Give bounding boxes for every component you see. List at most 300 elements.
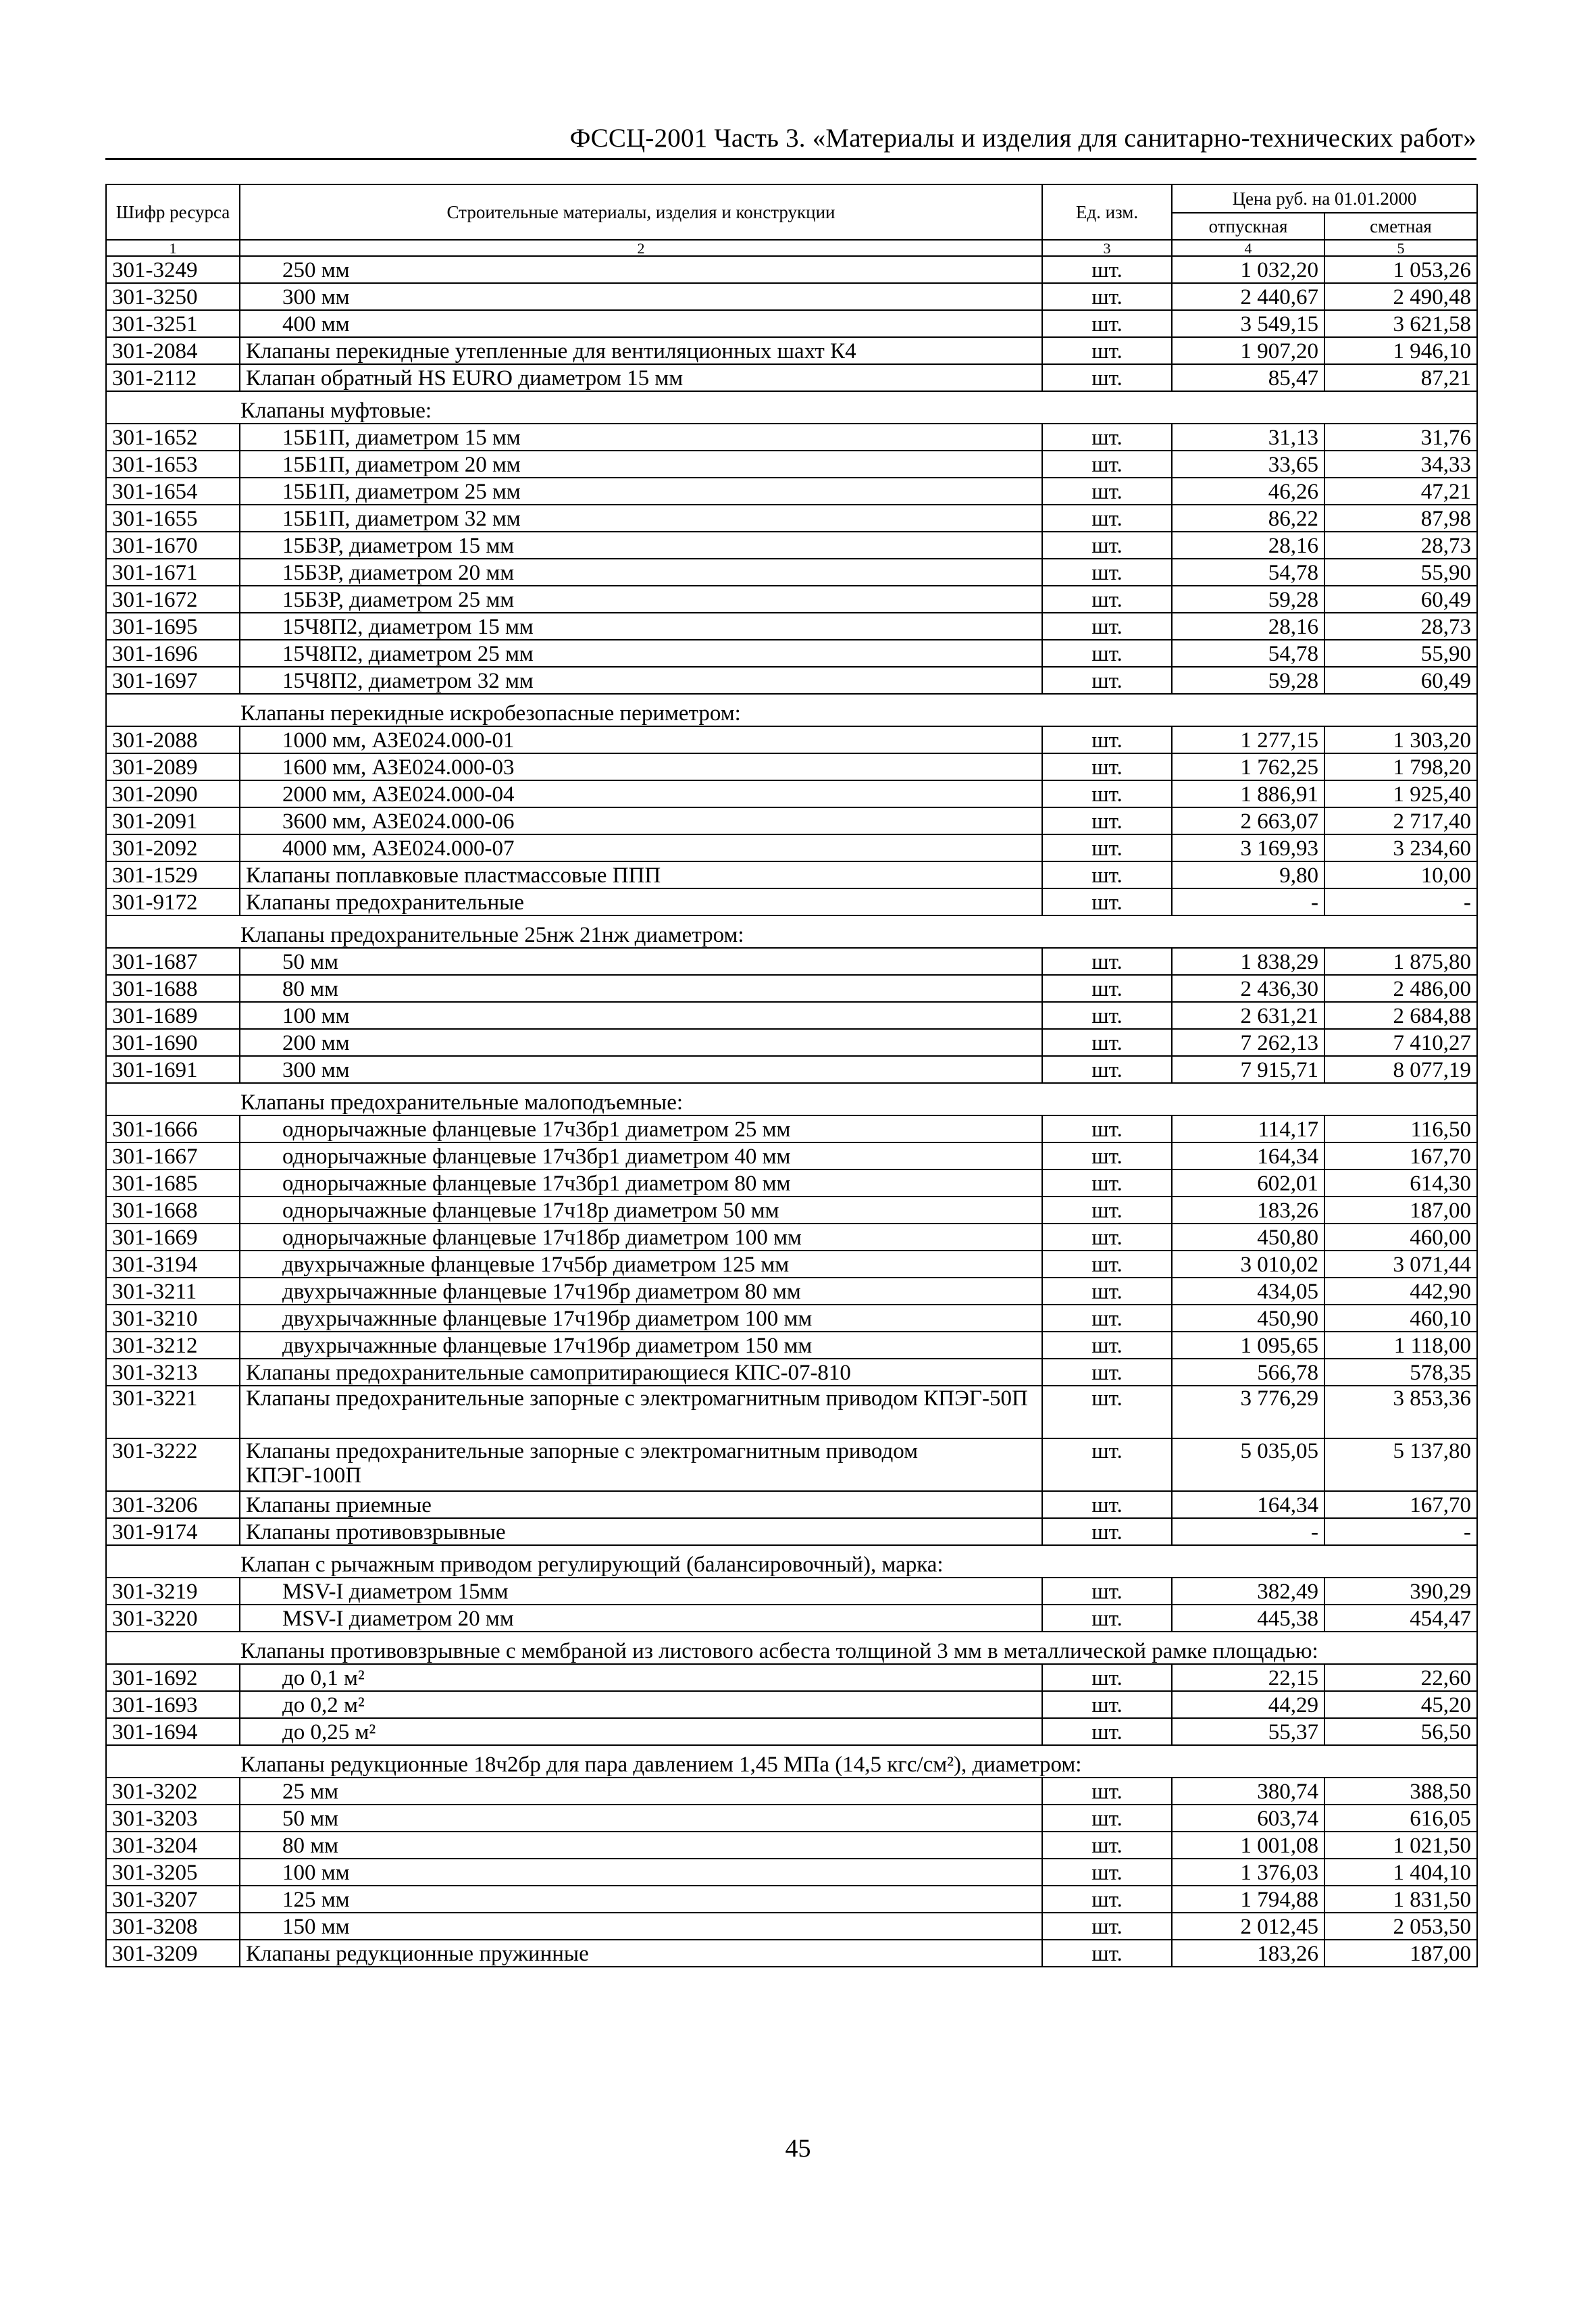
resource-code: 301-2091	[106, 807, 240, 834]
section-title: Клапаны противовзрывные с мембраной из листового асбеста толщиной 3 мм в металлической рамке площадью:	[106, 1632, 1477, 1664]
price-estimate: 1 831,50	[1324, 1886, 1477, 1913]
price-estimate: 28,73	[1324, 532, 1477, 559]
section-title: Клапан с рычажным приводом регулирующий (балансировочный), марка:	[106, 1545, 1477, 1578]
resource-code: 301-1652	[106, 424, 240, 451]
unit-cell: шт.	[1042, 613, 1172, 640]
price-release: 114,17	[1172, 1115, 1324, 1142]
table-row	[106, 1197, 1477, 1224]
price-estimate: 45,20	[1324, 1691, 1477, 1718]
item-name: Клапаны приемные	[240, 1491, 1042, 1518]
resource-code: 301-3213	[106, 1359, 240, 1386]
item-name: 1600 мм, АЗЕ024.000-03	[240, 753, 1042, 780]
table-row	[106, 1940, 1477, 1967]
item-name: 50 мм	[240, 948, 1042, 975]
item-name: однорычажные фланцевые 17ч18бр диаметром 100 мм	[240, 1224, 1042, 1251]
price-estimate: 1 875,80	[1324, 948, 1477, 975]
item-name: 4000 мм, АЗЕ024.000-07	[240, 834, 1042, 861]
price-estimate: 1 946,10	[1324, 337, 1477, 364]
price-release: 1 886,91	[1172, 780, 1324, 807]
table-row	[106, 1056, 1477, 1083]
price-estimate: 56,50	[1324, 1718, 1477, 1745]
price-estimate: 616,05	[1324, 1805, 1477, 1832]
table-row	[106, 1251, 1477, 1278]
price-estimate: -	[1324, 888, 1477, 915]
section-row	[106, 915, 1477, 948]
price-release: 22,15	[1172, 1664, 1324, 1691]
resource-code: 301-3221	[106, 1386, 240, 1438]
price-release: 1 762,25	[1172, 753, 1324, 780]
unit-cell: шт.	[1042, 337, 1172, 364]
table-row	[106, 726, 1477, 753]
price-estimate: 22,60	[1324, 1664, 1477, 1691]
price-estimate: 578,35	[1324, 1359, 1477, 1386]
unit-cell: шт.	[1042, 1386, 1172, 1438]
table-row	[106, 337, 1477, 364]
resource-code: 301-9172	[106, 888, 240, 915]
price-estimate: 7 410,27	[1324, 1029, 1477, 1056]
price-release: 1 376,03	[1172, 1859, 1324, 1886]
item-name: до 0,1 м²	[240, 1664, 1042, 1691]
item-name: двухрычажные фланцевые 17ч5бр диаметром 125 мм	[240, 1251, 1042, 1278]
resource-code: 301-1689	[106, 1002, 240, 1029]
section-title: Клапаны предохранительные 25нж 21нж диаметром:	[106, 915, 1477, 948]
section-row	[106, 1083, 1477, 1115]
unit-cell: шт.	[1042, 1859, 1172, 1886]
price-estimate: 442,90	[1324, 1278, 1477, 1305]
price-estimate: 47,21	[1324, 478, 1477, 505]
resource-code: 301-1690	[106, 1029, 240, 1056]
unit-cell: шт.	[1042, 726, 1172, 753]
resource-code: 301-1691	[106, 1056, 240, 1083]
table-row	[106, 586, 1477, 613]
unit-cell: шт.	[1042, 1778, 1172, 1805]
unit-cell: шт.	[1042, 424, 1172, 451]
unit-cell: шт.	[1042, 1691, 1172, 1718]
column-number: 5	[1324, 240, 1477, 256]
resource-code: 301-1695	[106, 613, 240, 640]
item-name: 125 мм	[240, 1886, 1042, 1913]
table-row	[106, 1002, 1477, 1029]
item-name: MSV-I диаметром 20 мм	[240, 1605, 1042, 1632]
resource-code: 301-9174	[106, 1518, 240, 1545]
section-title: Клапаны муфтовые:	[106, 391, 1477, 424]
resource-code: 301-3222	[106, 1438, 240, 1491]
table-row	[106, 1438, 1477, 1491]
price-estimate: 3 234,60	[1324, 834, 1477, 861]
unit-cell: шт.	[1042, 364, 1172, 391]
price-estimate: 167,70	[1324, 1491, 1477, 1518]
resource-code: 301-3220	[106, 1605, 240, 1632]
unit-cell: шт.	[1042, 1142, 1172, 1169]
table-row	[106, 1605, 1477, 1632]
item-name: MSV-I диаметром 15мм	[240, 1578, 1042, 1605]
table-row	[106, 780, 1477, 807]
price-estimate: 2 684,88	[1324, 1002, 1477, 1029]
price-estimate: 3 621,58	[1324, 310, 1477, 337]
price-release: -	[1172, 1518, 1324, 1545]
resource-code: 301-3211	[106, 1278, 240, 1305]
table-row	[106, 532, 1477, 559]
price-release: 2 436,30	[1172, 975, 1324, 1002]
unit-cell: шт.	[1042, 888, 1172, 915]
price-estimate: 87,21	[1324, 364, 1477, 391]
price-table	[105, 184, 1478, 1967]
price-release: 602,01	[1172, 1169, 1324, 1197]
unit-cell: шт.	[1042, 586, 1172, 613]
unit-cell: шт.	[1042, 975, 1172, 1002]
price-estimate: 3 853,36	[1324, 1386, 1477, 1438]
table-row	[106, 283, 1477, 310]
table-row	[106, 1332, 1477, 1359]
price-estimate: 187,00	[1324, 1197, 1477, 1224]
item-name: 150 мм	[240, 1913, 1042, 1940]
item-name: 200 мм	[240, 1029, 1042, 1056]
table-row	[106, 613, 1477, 640]
section-title: Клапаны перекидные искробезопасные периметром:	[106, 694, 1477, 726]
price-estimate: 60,49	[1324, 586, 1477, 613]
price-estimate: 2 053,50	[1324, 1913, 1477, 1940]
resource-code: 301-1694	[106, 1718, 240, 1745]
unit-cell: шт.	[1042, 1169, 1172, 1197]
header-unit: Ед. изм.	[1042, 184, 1172, 240]
unit-cell: шт.	[1042, 256, 1172, 283]
resource-code: 301-2092	[106, 834, 240, 861]
table-row	[106, 1664, 1477, 1691]
resource-code: 301-3202	[106, 1778, 240, 1805]
table-row	[106, 1029, 1477, 1056]
item-name: Клапаны перекидные утепленные для вентиляционных шахт К4	[240, 337, 1042, 364]
table-row	[106, 1169, 1477, 1197]
item-name: двухрычажнные фланцевые 17ч19бр диаметром 150 мм	[240, 1332, 1042, 1359]
price-estimate: 34,33	[1324, 451, 1477, 478]
resource-code: 301-3251	[106, 310, 240, 337]
resource-code: 301-1671	[106, 559, 240, 586]
item-name: 15Ч8П2, диаметром 32 мм	[240, 667, 1042, 694]
resource-code: 301-3249	[106, 256, 240, 283]
price-release: 3 010,02	[1172, 1251, 1324, 1278]
resource-code: 301-3219	[106, 1578, 240, 1605]
unit-cell: шт.	[1042, 1491, 1172, 1518]
column-number: 4	[1172, 240, 1324, 256]
price-release: 1 095,65	[1172, 1332, 1324, 1359]
item-name: двухрычажнные фланцевые 17ч19бр диаметром 80 мм	[240, 1278, 1042, 1305]
resource-code: 301-1669	[106, 1224, 240, 1251]
item-name: Клапаны редукционные пружинные	[240, 1940, 1042, 1967]
price-release: 31,13	[1172, 424, 1324, 451]
resource-code: 301-2112	[106, 364, 240, 391]
table-row	[106, 1691, 1477, 1718]
table-row	[106, 256, 1477, 283]
table-row	[106, 975, 1477, 1002]
resource-code: 301-3250	[106, 283, 240, 310]
price-release: -	[1172, 888, 1324, 915]
resource-code: 301-1685	[106, 1169, 240, 1197]
item-name: 100 мм	[240, 1859, 1042, 1886]
price-release: 183,26	[1172, 1940, 1324, 1967]
resource-code: 301-1687	[106, 948, 240, 975]
column-number: 1	[106, 240, 240, 256]
price-estimate: 1 925,40	[1324, 780, 1477, 807]
price-estimate: -	[1324, 1518, 1477, 1545]
resource-code: 301-1672	[106, 586, 240, 613]
price-estimate: 460,10	[1324, 1305, 1477, 1332]
price-release: 164,34	[1172, 1491, 1324, 1518]
table-row	[106, 1832, 1477, 1859]
item-name: 400 мм	[240, 310, 1042, 337]
table-row	[106, 505, 1477, 532]
table-row	[106, 1913, 1477, 1940]
item-name: Клапан обратный HS EURO диаметром 15 мм	[240, 364, 1042, 391]
item-name: 300 мм	[240, 283, 1042, 310]
item-name: 3600 мм, АЗЕ024.000-06	[240, 807, 1042, 834]
section-row	[106, 1745, 1477, 1778]
table-row	[106, 640, 1477, 667]
unit-cell: шт.	[1042, 1029, 1172, 1056]
resource-code: 301-2084	[106, 337, 240, 364]
resource-code: 301-1654	[106, 478, 240, 505]
resource-code: 301-3204	[106, 1832, 240, 1859]
resource-code: 301-1696	[106, 640, 240, 667]
price-estimate: 28,73	[1324, 613, 1477, 640]
resource-code: 301-2088	[106, 726, 240, 753]
unit-cell: шт.	[1042, 283, 1172, 310]
page-number: 45	[785, 2134, 811, 2163]
resource-code: 301-3203	[106, 1805, 240, 1832]
resource-code: 301-1666	[106, 1115, 240, 1142]
table-row	[106, 364, 1477, 391]
price-release: 3 169,93	[1172, 834, 1324, 861]
table-row	[106, 1859, 1477, 1886]
item-name: 15Ч8П2, диаметром 15 мм	[240, 613, 1042, 640]
item-name: Клапаны предохранительные запорные с электромагнитным приводом КПЭГ-50П	[240, 1386, 1042, 1438]
header-code: Шифр ресурса	[106, 184, 240, 240]
item-name: однорычажные фланцевые 17ч3бр1 диаметром 80 мм	[240, 1169, 1042, 1197]
price-release: 603,74	[1172, 1805, 1324, 1832]
table-row	[106, 451, 1477, 478]
price-release: 450,80	[1172, 1224, 1324, 1251]
unit-cell: шт.	[1042, 559, 1172, 586]
resource-code: 301-1668	[106, 1197, 240, 1224]
header-rule	[105, 158, 1476, 160]
price-release: 1 277,15	[1172, 726, 1324, 753]
price-release: 1 001,08	[1172, 1832, 1324, 1859]
unit-cell: шт.	[1042, 834, 1172, 861]
table-row	[106, 1224, 1477, 1251]
item-name: однорычажные фланцевые 17ч3бр1 диаметром 40 мм	[240, 1142, 1042, 1169]
price-release: 1 838,29	[1172, 948, 1324, 975]
item-name: 80 мм	[240, 1832, 1042, 1859]
resource-code: 301-1697	[106, 667, 240, 694]
table-row	[106, 1278, 1477, 1305]
table-row	[106, 667, 1477, 694]
unit-cell: шт.	[1042, 505, 1172, 532]
unit-cell: шт.	[1042, 1332, 1172, 1359]
unit-cell: шт.	[1042, 478, 1172, 505]
table-body	[106, 256, 1477, 1967]
price-release: 2 663,07	[1172, 807, 1324, 834]
table-row	[106, 310, 1477, 337]
price-estimate: 116,50	[1324, 1115, 1477, 1142]
unit-cell: шт.	[1042, 1224, 1172, 1251]
price-release: 1 907,20	[1172, 337, 1324, 364]
price-release: 380,74	[1172, 1778, 1324, 1805]
page-header-title: ФССЦ-2001 Часть 3. «Материалы и изделия для санитарно-технических работ»	[569, 124, 1476, 153]
section-row	[106, 1545, 1477, 1578]
item-name: 300 мм	[240, 1056, 1042, 1083]
unit-cell: шт.	[1042, 640, 1172, 667]
item-name: однорычажные фланцевые 17ч3бр1 диаметром 25 мм	[240, 1115, 1042, 1142]
price-estimate: 1 053,26	[1324, 256, 1477, 283]
section-row	[106, 1632, 1477, 1664]
price-release: 7 915,71	[1172, 1056, 1324, 1083]
price-release: 566,78	[1172, 1359, 1324, 1386]
price-release: 450,90	[1172, 1305, 1324, 1332]
table-row	[106, 559, 1477, 586]
price-estimate: 1 798,20	[1324, 753, 1477, 780]
resource-code: 301-1655	[106, 505, 240, 532]
resource-code: 301-3209	[106, 1940, 240, 1967]
column-number: 2	[240, 240, 1042, 256]
price-release: 3 776,29	[1172, 1386, 1324, 1438]
unit-cell: шт.	[1042, 1278, 1172, 1305]
price-release: 2 631,21	[1172, 1002, 1324, 1029]
price-estimate: 187,00	[1324, 1940, 1477, 1967]
resource-code: 301-2090	[106, 780, 240, 807]
table-row	[106, 948, 1477, 975]
section-title: Клапаны предохранительные малоподъемные:	[106, 1083, 1477, 1115]
table-row	[106, 1386, 1477, 1438]
price-release: 28,16	[1172, 613, 1324, 640]
price-release: 85,47	[1172, 364, 1324, 391]
item-name: Клапаны предохранительные запорные с электромагнитным приводом КПЭГ-100П	[240, 1438, 1042, 1491]
table-row	[106, 807, 1477, 834]
price-release: 434,05	[1172, 1278, 1324, 1305]
item-name: Клапаны предохранительные	[240, 888, 1042, 915]
item-name: 15Ч8П2, диаметром 25 мм	[240, 640, 1042, 667]
resource-code: 301-1693	[106, 1691, 240, 1718]
table-row	[106, 1115, 1477, 1142]
table-row	[106, 1886, 1477, 1913]
unit-cell: шт.	[1042, 1578, 1172, 1605]
item-name: 80 мм	[240, 975, 1042, 1002]
item-name: двухрычажнные фланцевые 17ч19бр диаметром 100 мм	[240, 1305, 1042, 1332]
table-row	[106, 1305, 1477, 1332]
price-estimate: 87,98	[1324, 505, 1477, 532]
price-estimate: 1 021,50	[1324, 1832, 1477, 1859]
unit-cell: шт.	[1042, 1197, 1172, 1224]
table-row	[106, 1718, 1477, 1745]
item-name: Клапаны поплавковые пластмассовые ППП	[240, 861, 1042, 888]
item-name: до 0,2 м²	[240, 1691, 1042, 1718]
unit-cell: шт.	[1042, 1718, 1172, 1745]
item-name: 15Б3Р, диаметром 20 мм	[240, 559, 1042, 586]
price-release: 9,80	[1172, 861, 1324, 888]
price-estimate: 60,49	[1324, 667, 1477, 694]
price-release: 5 035,05	[1172, 1438, 1324, 1491]
price-estimate: 5 137,80	[1324, 1438, 1477, 1491]
unit-cell: шт.	[1042, 1438, 1172, 1491]
price-estimate: 2 486,00	[1324, 975, 1477, 1002]
price-release: 2 440,67	[1172, 283, 1324, 310]
price-release: 183,26	[1172, 1197, 1324, 1224]
table-row	[106, 1142, 1477, 1169]
price-release: 54,78	[1172, 559, 1324, 586]
unit-cell: шт.	[1042, 861, 1172, 888]
unit-cell: шт.	[1042, 1056, 1172, 1083]
unit-cell: шт.	[1042, 1913, 1172, 1940]
price-release: 59,28	[1172, 667, 1324, 694]
header-price-release: отпускная	[1172, 213, 1324, 240]
price-estimate: 390,29	[1324, 1578, 1477, 1605]
table-row	[106, 861, 1477, 888]
price-release: 164,34	[1172, 1142, 1324, 1169]
table-row	[106, 1491, 1477, 1518]
price-release: 54,78	[1172, 640, 1324, 667]
resource-code: 301-3212	[106, 1332, 240, 1359]
table-row	[106, 1578, 1477, 1605]
resource-code: 301-3194	[106, 1251, 240, 1278]
table-row	[106, 1805, 1477, 1832]
resource-code: 301-1670	[106, 532, 240, 559]
unit-cell: шт.	[1042, 1359, 1172, 1386]
item-name: 15Б3Р, диаметром 15 мм	[240, 532, 1042, 559]
item-name: 250 мм	[240, 256, 1042, 283]
price-release: 382,49	[1172, 1578, 1324, 1605]
unit-cell: шт.	[1042, 1605, 1172, 1632]
column-number: 3	[1042, 240, 1172, 256]
resource-code: 301-3205	[106, 1859, 240, 1886]
table-row	[106, 753, 1477, 780]
section-row	[106, 694, 1477, 726]
unit-cell: шт.	[1042, 1664, 1172, 1691]
section-row	[106, 391, 1477, 424]
header-price-estimate: сметная	[1324, 213, 1477, 240]
resource-code: 301-3210	[106, 1305, 240, 1332]
price-estimate: 1 118,00	[1324, 1332, 1477, 1359]
price-release: 3 549,15	[1172, 310, 1324, 337]
unit-cell: шт.	[1042, 1940, 1172, 1967]
unit-cell: шт.	[1042, 807, 1172, 834]
resource-code: 301-1653	[106, 451, 240, 478]
unit-cell: шт.	[1042, 1305, 1172, 1332]
resource-code: 301-1688	[106, 975, 240, 1002]
item-name: 2000 мм, АЗЕ024.000-04	[240, 780, 1042, 807]
price-release: 55,37	[1172, 1718, 1324, 1745]
table-row	[106, 888, 1477, 915]
unit-cell: шт.	[1042, 1251, 1172, 1278]
table-row	[106, 834, 1477, 861]
item-name: 15Б3Р, диаметром 25 мм	[240, 586, 1042, 613]
unit-cell: шт.	[1042, 1115, 1172, 1142]
resource-code: 301-3206	[106, 1491, 240, 1518]
price-release: 445,38	[1172, 1605, 1324, 1632]
unit-cell: шт.	[1042, 753, 1172, 780]
price-estimate: 1 404,10	[1324, 1859, 1477, 1886]
price-estimate: 388,50	[1324, 1778, 1477, 1805]
price-estimate: 31,76	[1324, 424, 1477, 451]
unit-cell: шт.	[1042, 1518, 1172, 1545]
price-release: 7 262,13	[1172, 1029, 1324, 1056]
price-estimate: 8 077,19	[1324, 1056, 1477, 1083]
table-row	[106, 424, 1477, 451]
item-name: 50 мм	[240, 1805, 1042, 1832]
resource-code: 301-1692	[106, 1664, 240, 1691]
resource-code: 301-3207	[106, 1886, 240, 1913]
price-release: 1 794,88	[1172, 1886, 1324, 1913]
item-name: 15Б1П, диаметром 20 мм	[240, 451, 1042, 478]
item-name: 15Б1П, диаметром 25 мм	[240, 478, 1042, 505]
section-title: Клапаны редукционные 18ч2бр для пара давлением 1,45 МПа (14,5 кгс/см²), диаметром:	[106, 1745, 1477, 1778]
